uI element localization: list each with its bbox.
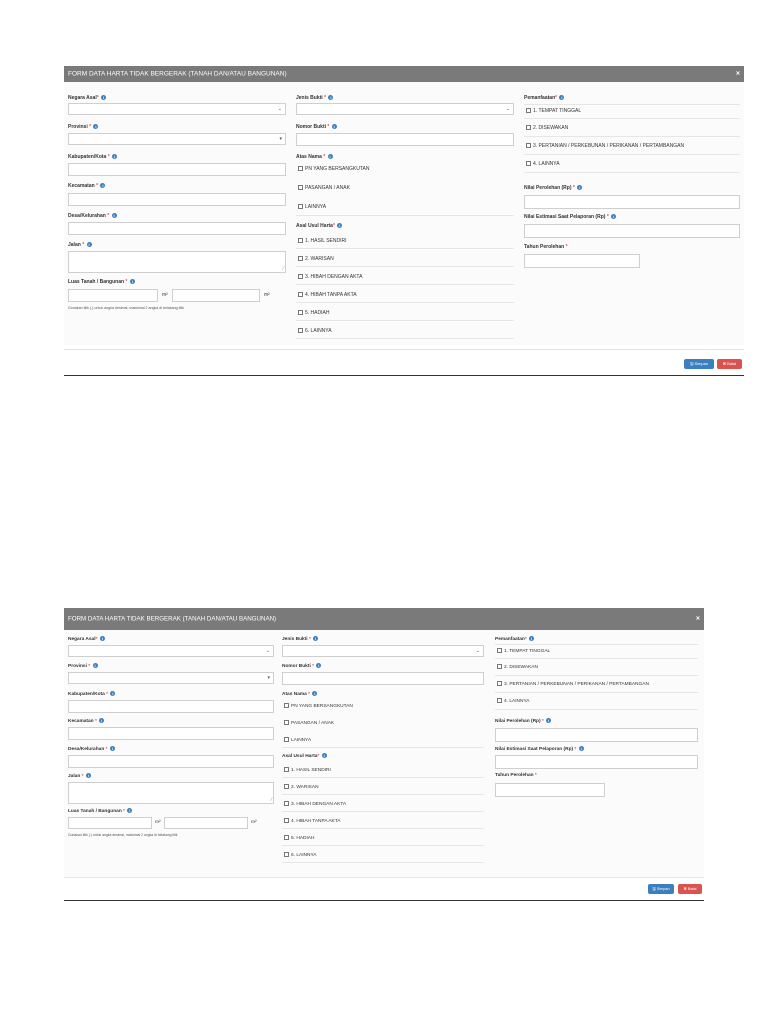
modal-title: FORM DATA HARTA TIDAK BERGERAK (TANAH DAN/ATAU BANGUNAN) bbox=[68, 615, 277, 623]
divider bbox=[296, 284, 514, 285]
label-asal-usul: Asal Usul Harta* i bbox=[296, 223, 341, 229]
info-icon[interactable]: i bbox=[111, 746, 113, 751]
label-atas-nama: Atas Nama * i bbox=[296, 154, 331, 160]
checkbox-box[interactable] bbox=[284, 784, 289, 789]
save-button[interactable]: 🖫 Simpan bbox=[648, 884, 674, 894]
label-jalan: Jalan * i bbox=[68, 773, 89, 779]
label-kecamatan: Kecamatan * i bbox=[68, 183, 104, 189]
label-atas-nama: Atas Nama * i bbox=[282, 691, 316, 697]
decimal-hint: Gunakan titik (.) untuk angka desimal, maksimal 2 angka di belakang titik bbox=[68, 306, 185, 310]
label-nilai-perolehan: Nilai Perolehan (Rp) * i bbox=[495, 718, 550, 724]
form-harta-tidak-bergerak-top bbox=[64, 66, 744, 376]
info-icon[interactable]: i bbox=[339, 223, 341, 229]
label-pemanfaatan: Pemanfaatan* i bbox=[495, 636, 533, 642]
close-icon[interactable]: × bbox=[695, 615, 700, 623]
info-icon[interactable]: i bbox=[113, 213, 115, 219]
label-tahun-perolehan: Tahun Perolehan * bbox=[524, 244, 568, 250]
checkbox-atas-nama-lainnya[interactable]: LAINNYA bbox=[284, 737, 311, 743]
form-harta-tidak-bergerak-bottom bbox=[64, 608, 704, 900]
kabupaten-kota-input[interactable] bbox=[68, 163, 286, 176]
chevron-down-icon: ▾ bbox=[267, 675, 270, 681]
label-provinsi: Provinsi * i bbox=[68, 663, 96, 669]
chevron-down-icon: ⌄ bbox=[277, 106, 282, 112]
checkbox-asal-2[interactable]: 2. WARISAN bbox=[284, 784, 319, 790]
divider bbox=[495, 644, 698, 645]
checkbox-box[interactable] bbox=[497, 681, 502, 686]
checkbox-pemanfaatan-4[interactable]: 4. LAINNYA bbox=[526, 161, 560, 167]
label-kabupaten-kota: Kabupaten/Kota * i bbox=[68, 691, 114, 697]
info-icon[interactable]: i bbox=[531, 636, 533, 641]
checkbox-pemanfaatan-1[interactable]: 1. TEMPAT TINGGAL bbox=[526, 108, 581, 114]
info-icon[interactable]: i bbox=[330, 95, 332, 101]
checkbox-asal-2[interactable]: 2. WARISAN bbox=[298, 256, 334, 262]
provinsi-select[interactable] bbox=[68, 672, 274, 684]
unit-m2: m² bbox=[251, 820, 257, 825]
checkbox-box[interactable] bbox=[284, 703, 289, 708]
info-icon[interactable]: i bbox=[580, 746, 582, 751]
checkbox-box[interactable] bbox=[284, 818, 289, 823]
label-jenis-bukti: Jenis Bukti * i bbox=[296, 95, 332, 101]
checkbox-box[interactable] bbox=[298, 328, 303, 333]
divider bbox=[282, 862, 484, 863]
label-negara-asal: Negara Asal* i bbox=[68, 95, 105, 101]
nilai-perolehan-input[interactable] bbox=[524, 195, 740, 209]
checkbox-box[interactable] bbox=[298, 256, 303, 261]
info-icon[interactable]: i bbox=[103, 95, 105, 101]
jenis-bukti-select[interactable] bbox=[296, 103, 514, 115]
nilai-estimasi-input[interactable] bbox=[495, 755, 698, 769]
divider bbox=[524, 154, 740, 155]
jenis-bukti-select[interactable] bbox=[282, 645, 484, 657]
checkbox-asal-1[interactable]: 1. HASIL SENDIRI bbox=[298, 238, 347, 244]
negara-asal-select[interactable] bbox=[68, 103, 286, 115]
label-nomor-bukti: Nomor Bukti * i bbox=[282, 663, 320, 669]
tahun-perolehan-input[interactable] bbox=[524, 254, 640, 268]
checkbox-atas-nama-lainnya[interactable]: LAINNYA bbox=[298, 204, 326, 210]
divider bbox=[495, 709, 698, 710]
divider bbox=[296, 248, 514, 249]
checkbox-asal-4[interactable]: 4. HIBAH TANPA AKTA bbox=[298, 292, 357, 298]
chevron-down-icon: ⌄ bbox=[505, 106, 510, 112]
label-asal-usul: Asal Usul Harta* i bbox=[282, 753, 325, 759]
save-button[interactable]: 🖫 Simpan bbox=[684, 359, 714, 369]
modal-title: FORM DATA HARTA TIDAK BERGERAK (TANAH DAN/ATAU BANGUNAN) bbox=[68, 70, 287, 78]
modal-body bbox=[64, 630, 704, 878]
info-icon[interactable]: i bbox=[112, 691, 114, 696]
info-icon[interactable]: i bbox=[101, 636, 103, 641]
label-kabupaten-kota: Kabupaten/Kota * i bbox=[68, 154, 116, 160]
checkbox-box[interactable] bbox=[497, 698, 502, 703]
divider bbox=[282, 828, 484, 829]
info-icon[interactable]: i bbox=[102, 183, 104, 189]
info-icon[interactable]: i bbox=[613, 214, 615, 220]
label-nilai-estimasi: Nilai Estimasi Saat Pelaporan (Rp) * i bbox=[524, 214, 615, 220]
label-luas: Luas Tanah / Bangunan * i bbox=[68, 279, 133, 285]
checkbox-box[interactable] bbox=[298, 185, 303, 190]
floppy-icon: 🖫 bbox=[652, 887, 656, 891]
divider bbox=[524, 136, 740, 137]
x-icon: ✖ bbox=[683, 887, 687, 891]
divider bbox=[296, 215, 514, 216]
info-icon[interactable]: i bbox=[323, 753, 325, 758]
checkbox-atas-nama-pn[interactable]: PN YANG BERSANGKUTAN bbox=[298, 166, 369, 172]
divider bbox=[282, 777, 484, 778]
info-icon[interactable]: i bbox=[579, 185, 581, 191]
resize-handle-icon[interactable]: ⁄ bbox=[271, 797, 272, 803]
chevron-down-icon: ⌄ bbox=[265, 648, 270, 654]
info-icon[interactable]: i bbox=[129, 808, 131, 813]
label-tahun-perolehan: Tahun Perolehan * bbox=[495, 773, 537, 778]
info-icon[interactable]: i bbox=[333, 124, 335, 130]
resize-handle-icon[interactable]: ⁄ bbox=[283, 266, 284, 272]
chevron-down-icon: ▾ bbox=[279, 136, 282, 142]
label-nomor-bukti: Nomor Bukti * i bbox=[296, 124, 335, 130]
divider bbox=[524, 118, 740, 119]
checkbox-box[interactable] bbox=[284, 852, 289, 857]
label-desa-kelurahan: Desa/Kelurahan * i bbox=[68, 213, 115, 219]
kabupaten-kota-input[interactable] bbox=[68, 700, 274, 713]
modal-footer bbox=[64, 877, 704, 900]
checkbox-box[interactable] bbox=[298, 292, 303, 297]
label-kecamatan: Kecamatan * i bbox=[68, 718, 103, 724]
label-jenis-bukti: Jenis Bukti * i bbox=[282, 636, 317, 642]
divider bbox=[495, 675, 698, 676]
info-icon[interactable]: i bbox=[318, 663, 320, 668]
divider bbox=[495, 692, 698, 693]
info-icon[interactable]: i bbox=[88, 242, 90, 248]
info-icon[interactable]: i bbox=[548, 718, 550, 723]
luas-bangunan-input[interactable] bbox=[172, 289, 260, 302]
nilai-perolehan-input[interactable] bbox=[495, 728, 698, 742]
info-icon[interactable]: i bbox=[114, 154, 116, 160]
info-icon[interactable]: i bbox=[314, 691, 316, 696]
unit-m2: m² bbox=[264, 292, 270, 298]
jalan-textarea[interactable] bbox=[68, 251, 286, 273]
checkbox-box[interactable] bbox=[526, 143, 531, 148]
kecamatan-input[interactable] bbox=[68, 193, 286, 206]
checkbox-box[interactable] bbox=[284, 720, 289, 725]
luas-tanah-input[interactable] bbox=[68, 289, 158, 302]
unit-m2: m² bbox=[155, 820, 161, 825]
modal-header bbox=[64, 608, 704, 630]
checkbox-pemanfaatan-2[interactable]: 2. DISEWAKAN bbox=[526, 125, 568, 131]
checkbox-pemanfaatan-2[interactable]: 2. DISEWAKAN bbox=[497, 664, 538, 670]
info-icon[interactable]: i bbox=[329, 154, 331, 160]
checkbox-asal-6[interactable]: 6. LAINNYA bbox=[284, 852, 317, 858]
label-pemanfaatan: Pemanfaatan* i bbox=[524, 95, 563, 101]
checkbox-box[interactable] bbox=[298, 204, 303, 209]
checkbox-asal-4[interactable]: 4. HIBAH TANPA AKTA bbox=[284, 818, 341, 824]
x-icon: ✖ bbox=[722, 361, 727, 366]
label-nilai-estimasi: Nilai Estimasi Saat Pelaporan (Rp) * i bbox=[495, 746, 582, 752]
tahun-perolehan-input[interactable] bbox=[495, 783, 605, 797]
divider bbox=[282, 845, 484, 846]
checkbox-box[interactable] bbox=[526, 161, 531, 166]
checkbox-atas-nama-pn[interactable]: PN YANG BERSANGKUTAN bbox=[284, 703, 353, 709]
divider bbox=[64, 900, 704, 901]
divider bbox=[296, 320, 514, 321]
info-icon[interactable]: i bbox=[87, 773, 89, 778]
info-icon[interactable]: i bbox=[315, 636, 317, 641]
luas-bangunan-input[interactable] bbox=[164, 817, 248, 829]
checkbox-atas-nama-pasangan[interactable]: PASANGAN / ANAK bbox=[298, 185, 350, 191]
chevron-down-icon: ⌄ bbox=[475, 648, 480, 654]
label-jalan: Jalan * i bbox=[68, 242, 90, 248]
info-icon[interactable]: i bbox=[131, 279, 133, 285]
desa-kelurahan-input[interactable] bbox=[68, 755, 274, 768]
divider bbox=[282, 747, 484, 748]
label-luas: Luas Tanah / Bangunan * i bbox=[68, 808, 131, 814]
checkbox-atas-nama-pasangan[interactable]: PASANGAN / ANAK bbox=[284, 720, 334, 726]
desa-kelurahan-input[interactable] bbox=[68, 222, 286, 235]
divider bbox=[296, 266, 514, 267]
checkbox-box[interactable] bbox=[284, 737, 289, 742]
checkbox-box[interactable] bbox=[298, 166, 303, 171]
checkbox-asal-3[interactable]: 3. HIBAH DENGAN AKTA bbox=[284, 801, 346, 807]
checkbox-box[interactable] bbox=[298, 310, 303, 315]
modal-body bbox=[64, 82, 744, 345]
nomor-bukti-input[interactable] bbox=[282, 672, 484, 685]
close-icon[interactable]: × bbox=[735, 70, 740, 78]
divider bbox=[495, 658, 698, 659]
nilai-estimasi-input[interactable] bbox=[524, 224, 740, 238]
checkbox-box[interactable] bbox=[526, 125, 531, 130]
unit-m2: m² bbox=[162, 292, 168, 298]
label-provinsi: Provinsi * i bbox=[68, 124, 97, 130]
divider bbox=[296, 338, 514, 339]
divider bbox=[282, 794, 484, 795]
checkbox-asal-5[interactable]: 5. HADIAH bbox=[298, 310, 329, 316]
divider bbox=[524, 172, 740, 173]
checkbox-box[interactable] bbox=[497, 664, 502, 669]
cancel-button[interactable]: ✖ Batal bbox=[717, 359, 742, 369]
info-icon[interactable]: i bbox=[561, 95, 563, 101]
modal-header bbox=[64, 66, 744, 82]
floppy-icon: 🖫 bbox=[689, 361, 694, 366]
checkbox-box[interactable] bbox=[497, 648, 502, 653]
checkbox-pemanfaatan-3[interactable]: 3. PERTANIAN / PERKEBUNAN / PERIKANAN / PERTAMBANGAN bbox=[497, 681, 649, 687]
checkbox-box[interactable] bbox=[298, 274, 303, 279]
checkbox-box[interactable] bbox=[284, 801, 289, 806]
checkbox-asal-5[interactable]: 5. HADIAH bbox=[284, 835, 314, 841]
checkbox-asal-3[interactable]: 3. HIBAH DENGAN AKTA bbox=[298, 274, 362, 280]
checkbox-asal-6[interactable]: 6. LAINNYA bbox=[298, 328, 332, 334]
checkbox-box[interactable] bbox=[284, 767, 289, 772]
checkbox-pemanfaatan-3[interactable]: 3. PERTANIAN / PERKEBUNAN / PERIKANAN / PERTAMBANGAN bbox=[526, 143, 684, 149]
luas-tanah-input[interactable] bbox=[68, 817, 152, 829]
divider bbox=[524, 104, 740, 105]
jalan-textarea[interactable] bbox=[68, 782, 274, 804]
checkbox-pemanfaatan-1[interactable]: 1. TEMPAT TINGGAL bbox=[497, 648, 550, 654]
divider bbox=[296, 302, 514, 303]
cancel-button[interactable]: ✖ Batal bbox=[678, 884, 702, 894]
negara-asal-select[interactable] bbox=[68, 645, 274, 657]
label-nilai-perolehan: Nilai Perolehan (Rp) * i bbox=[524, 185, 581, 191]
info-icon[interactable]: i bbox=[95, 124, 97, 130]
info-icon[interactable]: i bbox=[101, 718, 103, 723]
label-desa-kelurahan: Desa/Kelurahan * i bbox=[68, 746, 113, 752]
provinsi-select[interactable] bbox=[68, 133, 286, 145]
checkbox-box[interactable] bbox=[298, 238, 303, 243]
kecamatan-input[interactable] bbox=[68, 727, 274, 740]
divider bbox=[64, 375, 744, 376]
checkbox-asal-1[interactable]: 1. HASIL SENDIRI bbox=[284, 767, 331, 773]
decimal-hint: Gunakan titik (.) untuk angka desimal, maksimal 2 angka di belakang titik bbox=[68, 833, 178, 837]
nomor-bukti-input[interactable] bbox=[296, 133, 514, 146]
divider bbox=[282, 811, 484, 812]
checkbox-box[interactable] bbox=[284, 835, 289, 840]
info-icon[interactable]: i bbox=[94, 663, 96, 668]
label-negara-asal: Negara Asal* i bbox=[68, 636, 103, 642]
modal-footer bbox=[64, 349, 744, 376]
checkbox-pemanfaatan-4[interactable]: 4. LAINNYA bbox=[497, 698, 530, 704]
checkbox-box[interactable] bbox=[526, 108, 531, 113]
